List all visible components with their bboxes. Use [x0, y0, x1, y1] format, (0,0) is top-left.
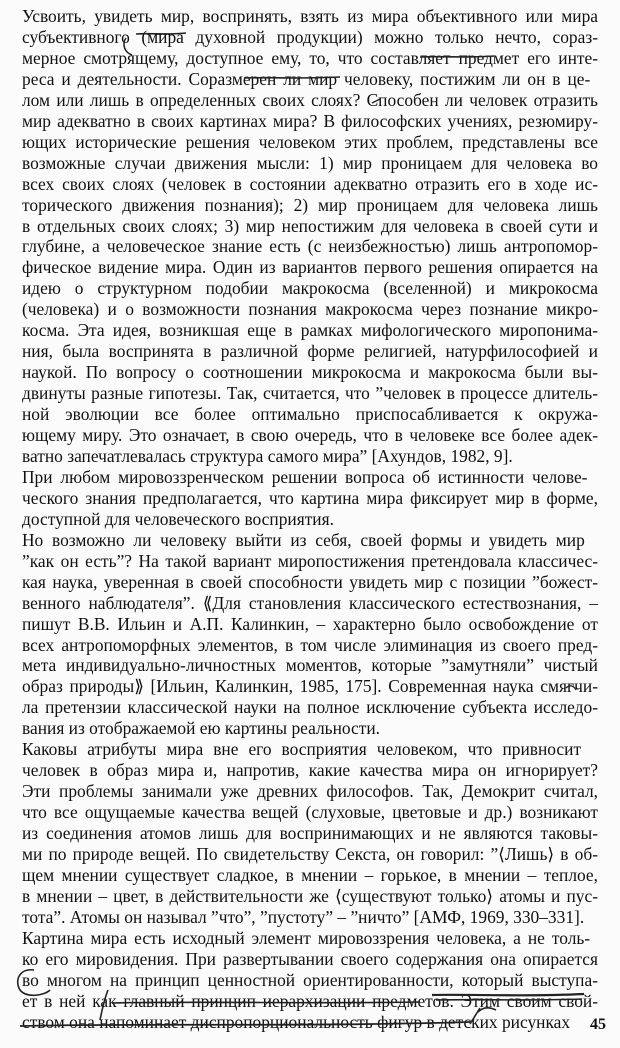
text-line: ющему миру. Это означает, в свою очередь, что в человеке все более адек-: [22, 425, 598, 445]
text-line: человек в образ мира и, напротив, какие качества мира он игнорирует?: [22, 760, 598, 781]
text-line: (человека) и о возможности познания макрокосма через познание микро-: [22, 299, 598, 320]
text-line: в мнении – цвет, в действительности же ⟨существуют только⟩ атомы и пус-: [22, 885, 598, 906]
text-line: ной эволюции все более оптимально приспосабливается к окружа-: [22, 404, 598, 425]
text-line: ко его мировидения. При развертывании своего содержания она опирается: [22, 948, 598, 969]
text-line: Каковы атрибуты мира вне его восприятия человеком, что привносит: [22, 739, 582, 760]
text-line: мета индивидуально-личностных моментов, которые ”замутняли” чистый: [22, 655, 598, 676]
text-line: ния, была воспринята в различной форме религией, натурфилософией и: [22, 341, 598, 362]
text-line: Эти проблемы занимали уже древних философов. Так, Демокрит считал,: [22, 781, 598, 802]
text-line: всех своих слоях (человек в состоянии адекватно отразить его в ходе ис-: [22, 173, 598, 194]
text-line: ющих исторические решения человеком этих проблем, представлены все: [22, 131, 598, 152]
text-line: субъективного (мира духовной продукции) можно только нечто, сораз-: [22, 26, 598, 47]
text-line: во многом на принцип ценностной ориентированности, который выступа-: [22, 969, 598, 990]
text-line: мерное смотрящему, доступное ему, то, что составляет предмет его инте-: [22, 47, 598, 68]
text-line: доступной для человеческого восприятия.: [22, 508, 334, 529]
text-line: торического движения познания); 2) мир проницаем для человека лишь: [22, 194, 598, 215]
text-line: мир адекватно в своих картинах мира? В философских учениях, резюмиру-: [22, 110, 598, 131]
text-line: из соединения атомов лишь для воспринимающих и не являются таковы-: [22, 823, 598, 844]
text-line: реса и деятельности. Соразмерен ли мир человеку, постижим ли он в це-: [22, 68, 591, 89]
text-line: всех антропоморфных элементов, в том числе элиминация из своего пред-: [22, 634, 598, 655]
text-line: ет в ней как главный принцип иерархизации предметов. Этим своим свой-: [22, 990, 598, 1011]
text-line: идею о структурном подобии макрокосма (вселенной) и микрокосма: [22, 278, 598, 299]
text-line: ватно запечатлевалась структура самого мира” [Ахундов, 1982, 9].: [22, 445, 513, 466]
text-line: Усвоить, увидеть мир, воспринять, взять из мира объективного или мира: [22, 6, 598, 26]
text-line: фическое видение мира. Один из вариантов первого решения опирается на: [22, 257, 598, 278]
text-line: что все ощущаемые качества вещей (слуховые, цветовые и др.) возникают: [22, 802, 598, 823]
text-line: При любом мировоззренческом решении вопроса об истинности челове-: [22, 466, 588, 487]
text-line: ми по природе вещей. По свидетельству Секста, он говорил: ”⟨Лишь⟩ в об-: [22, 844, 598, 864]
text-line: вания из отображаемой ею картины реальности.: [22, 718, 380, 739]
text-line: возможные случаи движения мысли: 1) мир проницаем для человека во: [22, 152, 598, 173]
text-line: ством она напоминает диспропорциональность фигур в детских рисунках: [22, 1011, 571, 1032]
text-line: Картина мира есть исходный элемент мировоззрения человека, а не толь-: [22, 927, 591, 948]
text-line: венного наблюдателя”. ⟪Для становления классического естествознания, –: [22, 592, 598, 613]
text-line: тота”. Атомы он называл ”что”, ”пустоту” – ”ничто” [АМФ, 1969, 330–331].: [22, 906, 585, 927]
text-line: кая наука, уверенная в своей способности увидеть мир с позиции ”божест-: [22, 571, 598, 592]
text-line: в отдельных своих слоях; 3) мир непостижим для человека в своей сути и: [22, 215, 598, 236]
text-line: щем мнении существует сладкое, в мнении – горькое, в мнении – теплое,: [22, 864, 598, 885]
text-line: двинуты разные гипотезы. Так, считается, что ”человек в процессе длитель-: [22, 383, 598, 404]
text-line: образ природы⟫ [Ильин, Калинкин, 1985, 175]. Современная наука смягчи-: [22, 676, 598, 697]
text-line: ла претензии классической науки на полное исключение субъекта исследо-: [22, 697, 598, 718]
page-number: 45: [590, 1016, 606, 1033]
text-line: косма. Эта идея, возникшая еще в рамках мифологического миропонима-: [22, 320, 598, 341]
text-line: глубине, а человеческое знание есть (с неизбежностью) лишь антропомор-: [22, 236, 598, 257]
text-line: наукой. По вопросу о соотношении микрокосма и макрокосма были вы-: [22, 362, 598, 383]
text-line: ческого знания предполагается, что картина мира фиксирует мир в форме,: [22, 487, 598, 508]
text-line: лом или лишь в определенных своих слоях? Способен ли человек отразить: [22, 89, 598, 110]
text-line: пишут В.В. Ильин и А.П. Калинкин, – характерно было освобождение от: [22, 613, 598, 634]
text-line: ”как он есть”? На такой вариант миропостижения претендовала классичес-: [22, 550, 598, 571]
text-line: Но возможно ли человеку выйти из себя, своей формы и увидеть мир: [22, 529, 585, 550]
